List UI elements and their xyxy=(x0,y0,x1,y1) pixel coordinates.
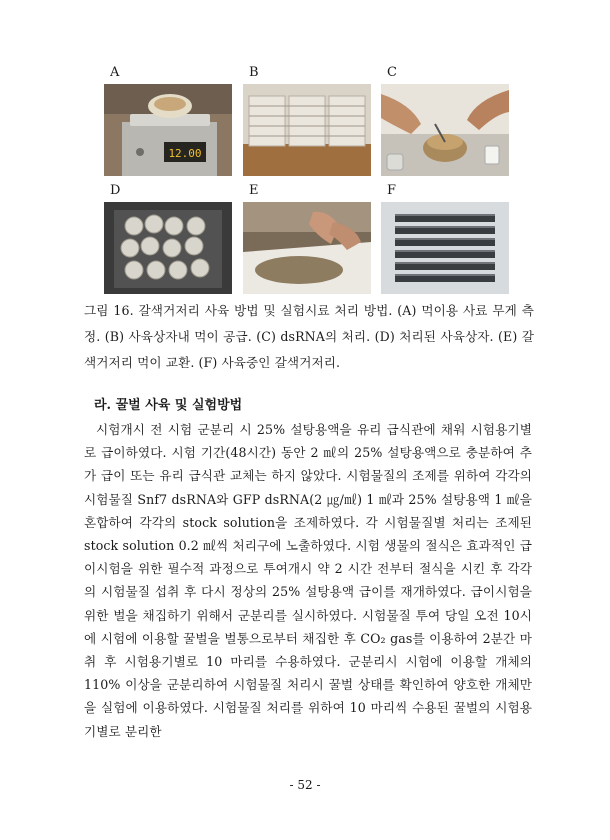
photo-dsrna-treatment xyxy=(381,84,509,176)
photo-rearing-boxes xyxy=(243,84,371,176)
paragraph: 시험개시 전 시험 군분리 시 25% 설탕용액을 유리 급식관에 채워 시험용기별로 급이하였다. 시험 기간(48시간) 동안 2 ㎖의 25% 설탕용액으로 충분하여 추가 급이 또는 유리 급식관 교체는 하지 않았다. 시험물질의 조제를 위하여 각각의 시험물질 Snf7 dsRNA와 GFP dsRNA(2 ㎍/㎖) 1 ㎖과 25% 설탕용액 1 ㎖을 혼합하여 각각의 stock solution을 조제하였다. 각 시험물질별 처리는 조제된 stock solution 0.2 ㎖씩 처리구에 노출하였다. 시험 생물의 절식은 효과적인 급이시험을 위한 필수적 과정으로 투여개시 약 2 시간 전부터 절식을 시킨 후 각각의 시험물질 섭취 후 다시 정상의 25% 설탕용액 급이를 재개하였다. 급이시험을 위한 벌을 채집하기 위해서 군분리를 실시하였다. 시험물질 투여 당일 오전 10시에 시험에 이용할 꿀벌을 벌통으로부터 채집한 후 CO₂ gas를 이용하여 2분간 마취 후 시험용기별로 10 마리를 수용하였다. 군분리시 시험에 이용할 개체의 110% 이상을 군분리하여 시험물질 처리시 꿀벌 상태를 확인하여 양호한 개체만을 실험에 이용하였다. 시험물질 처리를 위하여 10 마리씩 수용된 꿀벌의 시험용기별로 분리한 xyxy=(84,422,532,739)
panel-label: F xyxy=(387,183,397,198)
photo-treated-box xyxy=(104,202,232,294)
scale-readout: 12.00 xyxy=(168,147,202,160)
photo-feed-exchange xyxy=(243,202,371,294)
photo-rearing-stack xyxy=(381,202,509,294)
panel-label: D xyxy=(110,183,121,198)
panel-label: C xyxy=(387,65,397,80)
section-heading: 라. 꿀벌 사육 및 실험방법 xyxy=(94,398,243,413)
page-number: - 52 - xyxy=(289,778,321,792)
panel-label: B xyxy=(249,65,259,80)
body-text xyxy=(84,418,532,743)
panel-label: A xyxy=(110,65,120,80)
panel-label: E xyxy=(249,183,259,198)
photo-weighing-feed xyxy=(104,84,232,176)
figure-caption: 그림 16. 갈색거저리 사육 방법 및 실험시료 처리 방법. (A) 먹이용 사료 무게 측정. (B) 사육상자내 먹이 공급. (C) dsRNA의 처리. (D) 처리된 사육상자. (E) 갈색거저리 먹이 교환. (F) 사육중인 갈색거저리. xyxy=(84,303,534,370)
figure-16 xyxy=(104,66,504,296)
